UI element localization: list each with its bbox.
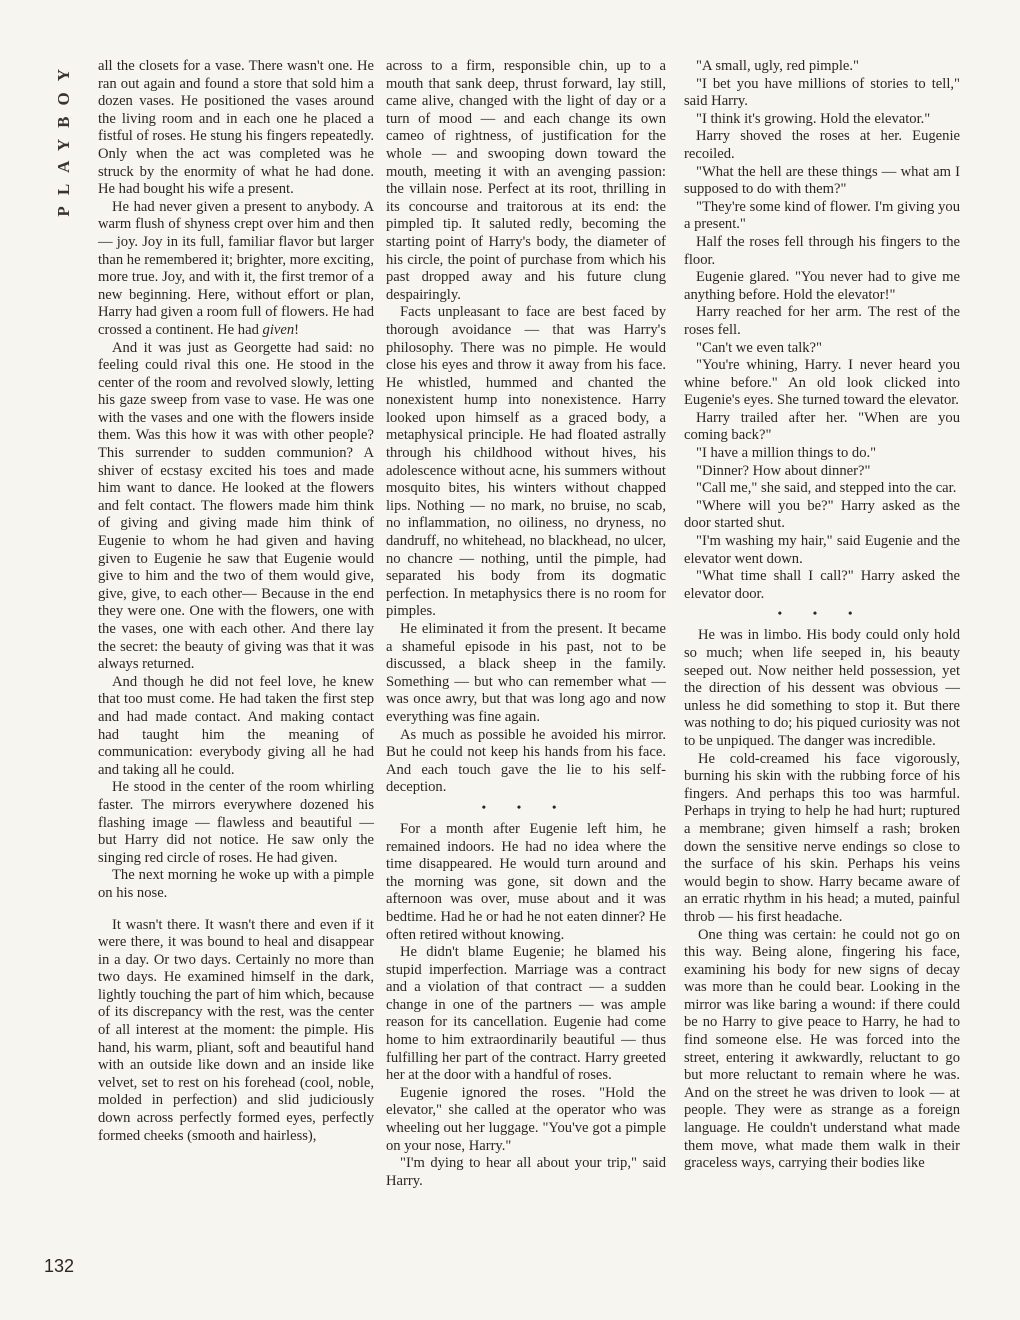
- paragraph: Harry shoved the roses at her. Eugenie recoiled.: [684, 128, 960, 162]
- paragraph: Facts unpleasant to face are best faced by thorough avoidance — that was Harry's philosophy. There was no pimple. He would close his eyes and throw it away from his face. He whistled, hummed and chanted the nonexistent hump into nonexistence. Harry looked upon himself as a graced body, a metaphysical principle. He had floated astrally through his childhood without hives, his adolescence without acne, his summers without mosquito bites, his winters without chapped lips. Nothing — no mark, no bruise, no scab, no inflammation, no oiliness, no dryness, no dandruff, no whitehead, no blackhead, no ulcer, no chancre — nothing, until the pimple, had separated his body from its dogmatic perfection. In metaphysics there is no room for pimples.: [386, 304, 666, 620]
- paragraph: "I'm washing my hair," said Eugenie and the elevator went down.: [684, 533, 960, 567]
- paragraph: "Dinner? How about dinner?": [696, 462, 871, 479]
- paragraph: He didn't blame Eugenie; he blamed his stupid imperfection. Marriage was a contract and a violation of that contract — a sudden change in one of the partners — was ample reason for its cancellation. Eugenie had come home to him extraordinarily beautiful — thus fulfilling her part of the contract. Harry greeted her at the door with a handful of roses.: [386, 944, 666, 1084]
- paragraph: "Can't we even talk?": [696, 339, 822, 356]
- paragraph: The next morning he woke up with a pimple on his nose.: [98, 867, 374, 901]
- paragraph: He cold-creamed his face vigorously, burning his skin with the rubbing force of his fingers. And perhaps this too was harmful. Perhaps in trying to help he had hurt; ruptured a membrane; given himself a rash; broken down the sensitive nerve endings so close to the surface of his skin. Perhaps his veins would begin to show. Harry became aware of an erratic rhythm in his head; a muted, painful throb — his first headache.: [684, 750, 960, 925]
- section-separator: • • •: [481, 799, 571, 814]
- paragraph: across to a firm, responsible chin, up to a mouth that sank deep, thrust forward, lay still, came alive, changed with the light of day or a turn of mood — and each change its own cameo of rightness, of justification for the whole — and swooping down toward the mouth, meeting it with an avenging passion: the villain nose. Perfect at its root, thrilling in its concourse and traitorous at its end: the pimpled tip. It saluted redly, becoming the starting point of Harry's body, the diameter of his circle, the point of purchase from which his past dropped away and his future clung despairingly.: [386, 58, 666, 303]
- paragraph: "A small, ugly, red pimple.": [696, 58, 859, 74]
- paragraph: "What the hell are these things — what am I supposed to do with them?": [684, 163, 960, 198]
- paragraph: And it was just as Georgette had said: no feeling could rival this one. He stood in the center of the room and revolved slowly, letting his gaze sweep from vase to vase. He was one with the vases and one with the flowers inside them. Was this how it was with other people? This surrender to sudden communion? A shiver of ecstasy excited his toes and made him want to dance. He looked at the flowers and felt contact. The flowers made him think of giving and giving made him think of Eugenie to whom he had given and having given to Eugenie he saw that Eugenie would give to him and the two of them would give, give, give, to each other— Because in the end they were one. One with the flowers, one with the vases, one with each other. And there lay the secret: the beauty of giving was that it was always returned.: [98, 339, 374, 673]
- paragraph: "What time shall I call?" Harry asked the elevator door.: [684, 568, 960, 602]
- paragraph: Eugenie ignored the roses. "Hold the elevator," she called at the operator who was wheeling out her luggage. "You've got a pimple on your nose, Harry.": [386, 1084, 666, 1154]
- paragraph: As much as possible he avoided his mirror. But he could not keep his hands from his face. And each touch gave the lie to his self-deception.: [386, 726, 666, 796]
- paragraph: "I have a million things to do.": [696, 445, 877, 462]
- paragraph: "You're whining, Harry. I never heard you whine before." An old look clicked into Eugenie's eyes. She turned toward the elevator.: [684, 357, 960, 409]
- article-column-3: [684, 58, 960, 1173]
- magazine-name: PLAYBOY: [54, 58, 73, 217]
- paragraph: He eliminated it from the present. It became a shameful episode in his past, not to be discussed, a black sheep in the family. Something — but who can remember what — was once awry, but that was long ago and now everything was fine again.: [386, 621, 666, 725]
- paragraph: all the closets for a vase. There wasn't one. He ran out again and found a store that sold him a dozen vases. He positioned the vases around the living room and in each one he placed a fistful of roses. He stung his fingers repeatedly. Only when the act was completed was he struck by the enormity of what he had done. He had bought his wife a present.: [98, 58, 374, 198]
- paragraph: "I'm dying to hear all about your trip," said Harry.: [386, 1155, 666, 1189]
- paragraph: He stood in the center of the room whirling faster. The mirrors everywhere dozened his flashing image — flawless and beautiful — but Harry did not notice. He saw only the singing red circle of roses. He had given.: [98, 779, 374, 866]
- section-separator: • • •: [777, 606, 867, 621]
- paragraph: "Where will you be?" Harry asked as the door started shut.: [684, 497, 960, 532]
- paragraph: Harry reached for her arm. The rest of the roses fell.: [684, 304, 960, 338]
- paragraph: "They're some kind of flower. I'm giving you a present.": [684, 198, 960, 233]
- article-column-1: [98, 58, 374, 1145]
- page-number: 132: [44, 1256, 75, 1276]
- paragraph: Eugenie glared. "You never had to give me anything before. Hold the elevator!": [684, 269, 960, 303]
- paragraph: He was in limbo. His body could only hold so much; when life seeped in, his beauty seeped out. Now neither held possession, yet the direction of his dessent was obvious — unless he did something to stop it. But there was nothing to do; his piqued curiosity was not to be unpiqued. The danger was incredible.: [684, 627, 960, 749]
- emphasis: given: [262, 321, 295, 338]
- paragraph: Harry trailed after her. "When are you coming back?": [684, 409, 960, 444]
- paragraph: For a month after Eugenie left him, he remained indoors. He had no idea where the time disappeared. He would turn around and the morning was gone, sit down and the afternoon was over, muse about and it was bedtime. Had he or had he not eaten dinner? He often retired without knowing.: [386, 820, 666, 943]
- paragraph: "I think it's growing. Hold the elevator.": [696, 110, 931, 127]
- paragraph: Half the roses fell through his fingers to the floor.: [684, 233, 960, 268]
- paragraph: One thing was certain: he could not go on this way. Being alone, fingering his face, examining his body for new signs of decay was more than he could bear. Looking in the mirror was like baring a wound: if there could be no Harry to give peace to Harry, he had to find someone else. He was forced into the street, entering it awkwardly, reluctant to go but more reluctant to remain where he was. And on the street he was driven to look — at people. They were as strange as a foreign language. He couldn't understand what made them move, what made them walk in their graceless ways, carrying their bodies like: [684, 926, 960, 1172]
- article-column-2: [386, 58, 666, 1190]
- paragraph: It wasn't there. It wasn't there and even if it were there, it was bound to heal and disappear in a day. Or two days. Certainly no more than two days. He examined himself in the dark, lightly touching the part of him which, because of its discrepancy with the rest, was the center of all interest at the moment: the pimple. His hand, his warm, pliant, soft and beautiful hand with an outside like down and an inside like velvet, set to rest on his forehead (cool, noble, molded in perfection) and slid judiciously down across perfectly formed eyes, perfectly formed cheeks (smooth and hairless),: [98, 916, 374, 1144]
- paragraph: And though he did not feel love, he knew that too must come. He had taken the first step and had made contact. And making contact had taught him the meaning of communication: everybody giving all he had and taking all he could.: [98, 673, 374, 778]
- paragraph: "I bet you have millions of stories to tell," said Harry.: [684, 75, 960, 110]
- section-gap: [98, 903, 374, 917]
- paragraph: "Call me," she said, and stepped into the car.: [696, 480, 957, 497]
- paragraph: He had never given a present to anybody. A warm flush of shyness crept over him and then — joy. Joy in its full, familiar flavor but larger than he remembered it; brighter, more exciting, more true. Joy, and with it, the first tremor of a new beginning. Here, without effort or plan, Harry had given a room full of flowers. He had crossed a continent. He had given!: [98, 198, 374, 338]
